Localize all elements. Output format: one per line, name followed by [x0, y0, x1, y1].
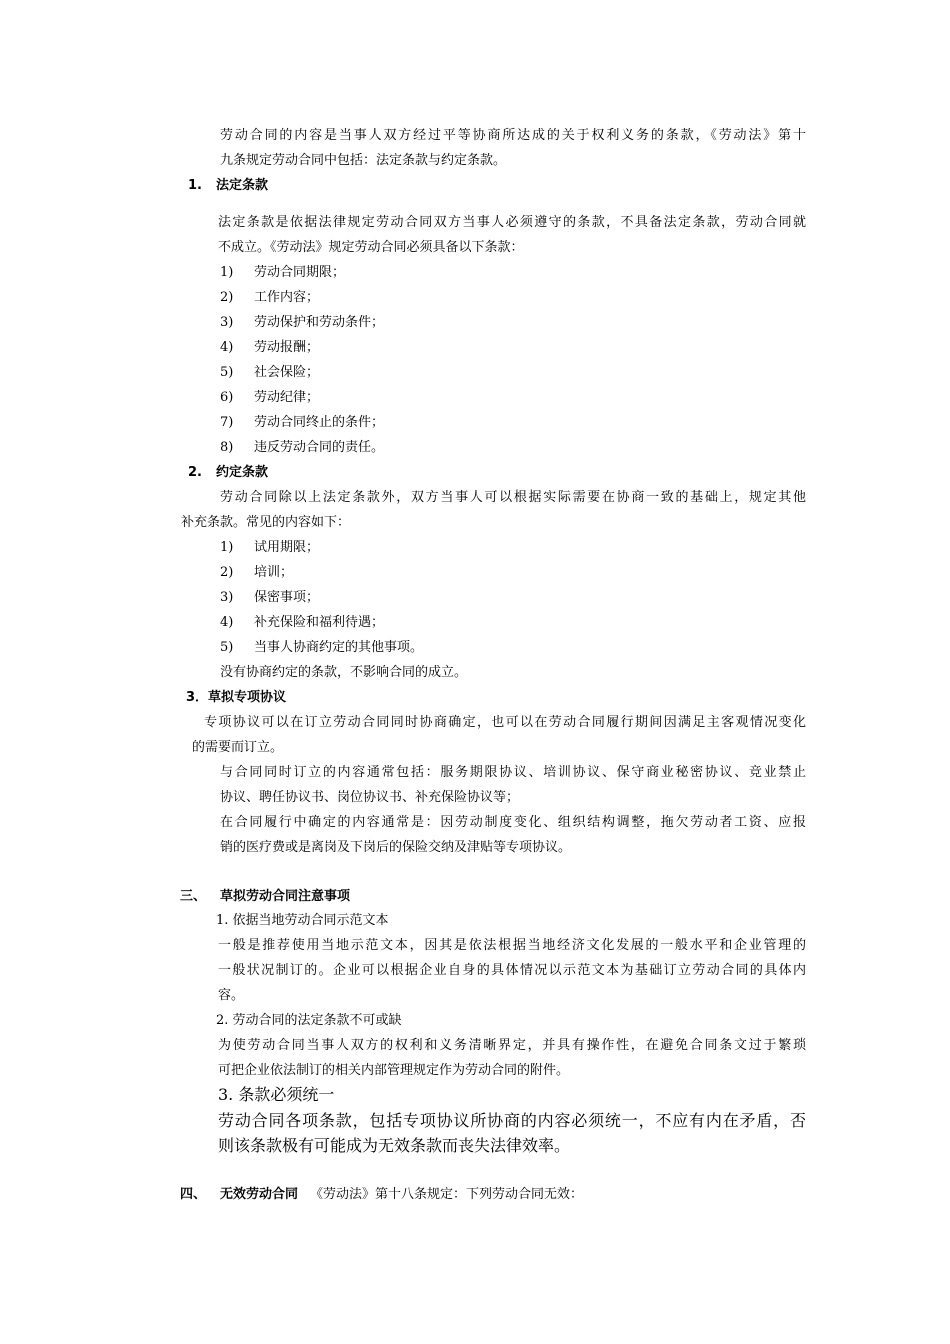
- list-item: 4) 劳动报酬；: [220, 340, 320, 355]
- part-4-text: 《劳动法》第十八条规定：下列劳动合同无效：: [310, 1187, 584, 1202]
- part-3-sub-1-line-2: 一般状况制订的。企业可以根据企业自身的具体情况以示范文本为基础订立劳动合同的具体内: [218, 963, 806, 978]
- section-3-desc-line-1: 专项协议可以在订立劳动合同同时协商确定，也可以在劳动合同履行期间因满足主客观情况变化: [204, 715, 806, 730]
- intro-line-1: 劳动合同的内容是当事人双方经过平等协商所达成的关于权利义务的条款，《劳动法》第十: [220, 128, 806, 143]
- list-item: 3) 保密事项；: [220, 590, 320, 605]
- list-item: 1) 劳动合同期限；: [220, 265, 346, 280]
- part-4-heading: [180, 1186, 583, 1204]
- list-item: 7) 劳动合同终止的条件；: [220, 415, 385, 430]
- part-3-sub-3-line-1: 劳动合同各项条款，包括专项协议所协商的内容必须统一，不应有内在矛盾，否: [218, 1111, 806, 1130]
- intro-line-2: 九条规定劳动合同中包括：法定条款与约定条款。: [220, 153, 507, 168]
- section-3-p3-line-1: 在合同履行中确定的内容通常是：因劳动制度变化、组织结构调整，拖欠劳动者工资、应报: [220, 815, 806, 830]
- list-item: 4) 补充保险和福利待遇；: [220, 615, 385, 630]
- section-3-title: 草拟专项协议: [208, 690, 287, 705]
- section-1-desc-line-1: 法定条款是依据法律规定劳动合同双方当事人必须遵守的条款，不具备法定条款，劳动合同就: [218, 215, 806, 230]
- section-3-p2-line-2: 协议、聘任协议书、岗位协议书、补充保险协议等；: [220, 790, 520, 805]
- section-2-number: 2.: [188, 465, 202, 480]
- part-3-sub-2-line-2: 可把企业依法制订的相关内部管理规定作为劳动合同的附件。: [218, 1063, 570, 1078]
- part-3-sub-1-line-3: 容。: [218, 988, 245, 1003]
- part-3-sub-1-title: 1. 依据当地劳动合同示范文本: [216, 913, 389, 928]
- list-item: 2) 培训；: [220, 565, 294, 580]
- part-3-heading: [180, 888, 350, 906]
- section-1-heading: [188, 177, 268, 195]
- part-4-title: 无效劳动合同: [220, 1187, 299, 1202]
- section-3-p2-line-1: 与合同同时订立的内容通常包括：服务期限协议、培训协议、保守商业秘密协议、竞业禁止: [220, 765, 806, 780]
- section-2-heading: [188, 464, 268, 482]
- part-3-sub-1-line-1: 一般是推荐使用当地示范文本，因其是依法根据当地经济文化发展的一般水平和企业管理的: [218, 938, 806, 953]
- section-2-desc-line-2: 补充条款。常见的内容如下：: [181, 515, 351, 530]
- section-3-desc-line-2: 的需要而订立。: [192, 740, 284, 755]
- section-3-p3-line-2: 销的医疗费或是离岗及下岗后的保险交纳及津贴等专项协议。: [220, 840, 572, 855]
- part-3-sub-3-title: 3. 条款必须统一: [218, 1085, 335, 1104]
- list-item: 2) 工作内容；: [220, 290, 320, 305]
- section-1-number: 1.: [188, 178, 202, 193]
- section-2-note: 没有协商约定的条款，不影响合同的成立。: [220, 665, 468, 680]
- part-3-sub-2-title: 2. 劳动合同的法定条款不可或缺: [216, 1013, 402, 1028]
- section-1-desc-line-2: 不成立。《劳动法》规定劳动合同必须具备以下条款：: [218, 240, 524, 255]
- list-item: 8) 违反劳动合同的责任。: [220, 440, 385, 455]
- part-4-number: 四、: [180, 1187, 207, 1202]
- list-item: 1) 试用期限；: [220, 540, 320, 555]
- list-item: 6) 劳动纪律；: [220, 390, 320, 405]
- section-1-title: 法定条款: [216, 178, 269, 193]
- section-2-desc-line-1: 劳动合同除以上法定条款外，双方当事人可以根据实际需要在协商一致的基础上，规定其他: [220, 490, 806, 505]
- part-3-number: 三、: [180, 889, 207, 904]
- list-item: 3) 劳动保护和劳动条件；: [220, 315, 385, 330]
- list-item: 5) 社会保险；: [220, 365, 320, 380]
- section-3-heading: [186, 689, 286, 707]
- part-3-title: 草拟劳动合同注意事项: [220, 889, 351, 904]
- part-3-sub-2-line-1: 为使劳动合同当事人双方的权利和义务清晰界定，并具有操作性，在避免合同条文过于繁琐: [218, 1038, 806, 1053]
- section-3-number: 3．: [186, 690, 209, 705]
- list-item: 5) 当事人协商约定的其他事项。: [220, 640, 424, 655]
- part-3-sub-3-line-2: 则该条款极有可能成为无效条款而丧失法律效率。: [218, 1136, 571, 1155]
- section-2-title: 约定条款: [216, 465, 269, 480]
